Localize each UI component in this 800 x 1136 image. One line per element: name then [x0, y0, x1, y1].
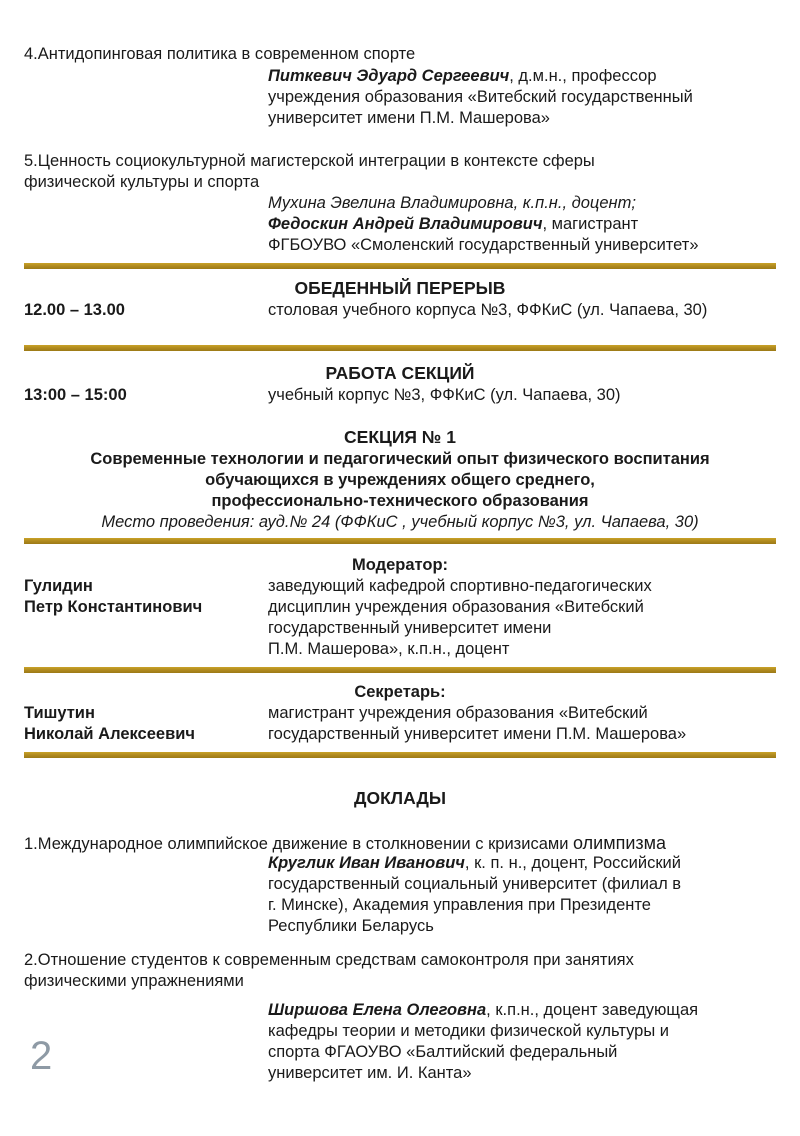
speaker-name: Круглик Иван Иванович: [268, 854, 465, 872]
reports-heading: ДОКЛАДЫ: [354, 788, 446, 808]
gold-divider: [24, 263, 776, 269]
moderator-name-line: Петр Константинович: [24, 598, 203, 616]
gold-divider: [24, 752, 776, 758]
speaker-credentials: , магистрант: [542, 215, 639, 233]
speaker-credentials: , д.м.н., профессор: [509, 67, 657, 85]
lunch-heading: ОБЕДЕННЫЙ ПЕРЕРЫВ: [294, 278, 506, 298]
talk-5-speaker-2: [268, 214, 778, 235]
sections-time: 13:00 – 15:00: [24, 386, 127, 404]
talk-5-affiliation: ФГБОУВО «Смоленский государственный университет»: [268, 236, 699, 254]
page-number: 2: [30, 1034, 53, 1078]
section-1-heading: СЕКЦИЯ № 1: [344, 427, 456, 447]
report-2-affiliation-line: спорта ФГАОУВО «Балтийский федеральный: [268, 1043, 618, 1061]
secretary-name-line: Николай Алексеевич: [24, 725, 195, 743]
report-1-affiliation-line: Республики Беларусь: [268, 917, 434, 935]
section-1-title-line: профессионально-технического образования: [211, 492, 589, 510]
report-2-affiliation-line: университет им. И. Канта»: [268, 1064, 472, 1082]
talk-4-speaker: [268, 66, 778, 87]
secretary-heading: Секретарь:: [354, 683, 446, 701]
speaker-name: Федоскин Андрей Владимирович: [268, 215, 543, 233]
report-1-title: [24, 833, 784, 855]
gold-divider: [24, 538, 776, 544]
moderator-desc-line: заведующий кафедрой спортивно-педагогических: [268, 577, 652, 595]
talk-4-affiliation-line: учреждения образования «Витебский государственный: [268, 88, 693, 106]
report-2-title-line: физическими упражнениями: [24, 972, 244, 990]
sections-heading: РАБОТА СЕКЦИЙ: [325, 363, 475, 383]
speaker-name: Питкевич Эдуард Сергеевич: [268, 67, 510, 85]
report-1-title-main: 1.Международное олимпийское движение в столкновении с кризисами: [24, 835, 574, 853]
speaker-credentials: , к.п.н., доцент заведующая: [486, 1001, 699, 1019]
section-1-title-line: Современные технологии и педагогический опыт физического воспитания: [90, 450, 710, 468]
section-1-title-line: обучающихся в учреждениях общего среднего,: [205, 471, 595, 489]
talk-5-title-line: физической культуры и спорта: [24, 173, 260, 191]
report-2-speaker: [268, 1000, 778, 1021]
speaker-credentials: , к. п. н., доцент, Российский: [464, 854, 681, 872]
report-2-title-line: 2.Отношение студентов к современным средствам самоконтроля при занятиях: [24, 951, 634, 969]
secretary-desc-line: магистрант учреждения образования «Витебский: [268, 704, 648, 722]
speaker-name: Ширшова Елена Олеговна: [268, 1001, 487, 1019]
sections-place: учебный корпус №3, ФФКиС (ул. Чапаева, 30): [268, 386, 621, 404]
lunch-place: столовая учебного корпуса №3, ФФКиС (ул. Чапаева, 30): [268, 301, 708, 319]
report-1-speaker: [268, 853, 778, 874]
talk-4-affiliation-line: университет имени П.М. Машерова»: [268, 109, 550, 127]
moderator-desc-line: дисциплин учреждения образования «Витебский: [268, 598, 644, 616]
gold-divider: [24, 667, 776, 673]
talk-4-title: 4.Антидопинговая политика в современном спорте: [24, 45, 416, 63]
gold-divider: [24, 345, 776, 351]
section-1-venue: Место проведения: ауд.№ 24 (ФФКиС , учебный корпус №3, ул. Чапаева, 30): [101, 513, 699, 531]
report-1-affiliation-line: государственный социальный университет (филиал в: [268, 875, 682, 893]
report-1-affiliation-line: г. Минске), Академия управления при Президенте: [268, 896, 651, 914]
moderator-desc-line: государственный университет имени: [268, 619, 552, 637]
secretary-name-line: Тишутин: [24, 704, 95, 722]
moderator-desc-line: П.М. Машерова», к.п.н., доцент: [268, 640, 510, 658]
moderator-heading: Модератор:: [351, 556, 449, 574]
talk-5-title-line: 5.Ценность социокультурной магистерской интеграции в контексте сферы: [24, 152, 595, 170]
moderator-name-line: Гулидин: [24, 577, 93, 595]
talk-5-speaker-1: Мухина Эвелина Владимировна, к.п.н., доцент;: [268, 194, 636, 212]
report-2-affiliation-line: кафедры теории и методики физической культуры и: [268, 1022, 669, 1040]
report-1-title-tail: олимпизма: [573, 833, 667, 853]
secretary-desc-line: государственный университет имени П.М. Машерова»: [268, 725, 687, 743]
lunch-time: 12.00 – 13.00: [24, 301, 125, 319]
